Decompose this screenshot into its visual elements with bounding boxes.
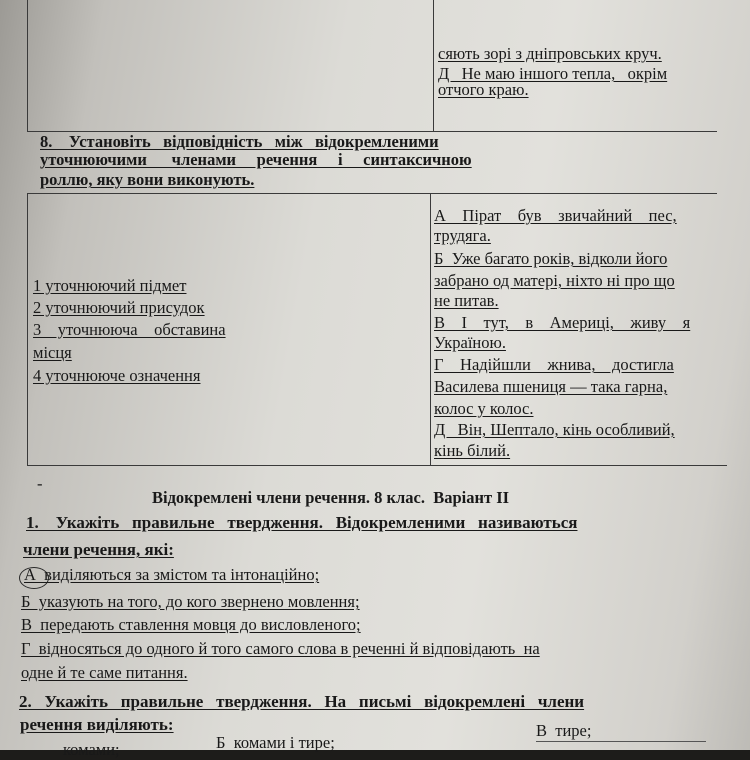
q1-option-a: А виділяються за змістом та інтонаційно; [24, 565, 320, 584]
q2-option-v: В тире; [536, 721, 592, 740]
table2-bottom-border [27, 465, 727, 466]
right-option-g-line2: Василева пшениця — така гарна, [434, 377, 668, 396]
right-option-d-line2: кінь білий. [434, 441, 511, 460]
table2-left-border [27, 193, 28, 466]
right-option-g-line1: Г Надійшли жнива, достигла [434, 355, 674, 374]
table2-middle-border [430, 193, 431, 466]
left-item-3-cont: місця [33, 343, 72, 362]
task8-heading-line3: роллю, яку вони виконують. [40, 170, 255, 189]
q2-heading-line2: речення виділяють: [20, 715, 174, 734]
variant-title: Відокремлені члени речення. 8 клас. Варіант ІІ [152, 488, 510, 507]
left-item-4: 4 уточнююче означення [33, 366, 201, 385]
q1-option-b: Б указують на того, до кого звернено мовлення; [21, 592, 360, 611]
task8-heading-line1: 8. Установіть відповідність між відокремленими [40, 132, 439, 151]
q2-option-a-partial: комами; [63, 740, 120, 759]
table1-middle-border [433, 0, 434, 132]
top-right-option-d-line1: Д Не маю іншого тепла, окрім [438, 64, 668, 83]
q1-option-g-line2: одне й те саме питання. [21, 663, 188, 682]
right-option-b-line3: не питав. [434, 291, 499, 310]
right-option-v-line2: Україною. [434, 333, 506, 352]
q2-heading-line1: 2. Укажіть правильне твердження. На письмі відокремлені члени [19, 692, 585, 711]
right-option-a-line2: трудяга. [434, 226, 491, 245]
left-item-2: 2 уточнюючий присудок [33, 298, 205, 317]
right-option-b-line2: забрано од матері, ніхто ні про що [434, 271, 675, 290]
right-option-d-line1: Д Він, Шептало, кінь особливий, [434, 420, 675, 439]
q1-heading-line1: 1. Укажіть правильне твердження. Відокремленими називаються [26, 513, 578, 532]
top-right-option-d-line2: отчого краю. [438, 80, 529, 99]
table2-top-border [27, 193, 717, 194]
q2-answer-line [536, 741, 706, 742]
left-item-1: 1 уточнюючий підмет [33, 276, 187, 295]
task8-heading-line2: уточнюючими членами речення і синтаксичною [40, 150, 472, 169]
table1-left-border [27, 0, 28, 132]
q1-heading-line2: члени речення, які: [23, 540, 174, 559]
top-right-line1: сяють зорі з дніпровських круч. [438, 44, 662, 63]
right-option-g-line3: колос у колос. [434, 399, 534, 418]
q1-option-v: В передають ставлення мовця до висловленого; [21, 615, 361, 634]
q2-option-b: Б комами і тире; [216, 733, 335, 752]
q1-option-g-line1: Г відносяться до одного й того самого слова в реченні й відповідають на [21, 639, 540, 658]
right-option-v-line1: В І тут, в Америці, живу я [434, 313, 691, 332]
left-item-3: 3 уточнююча обставина [33, 320, 226, 339]
right-option-b-line1: Б Уже багато років, відколи його [434, 249, 668, 268]
stray-dash: - [37, 474, 43, 493]
right-option-a-line1: А Пірат був звичайний пес, [434, 206, 677, 225]
